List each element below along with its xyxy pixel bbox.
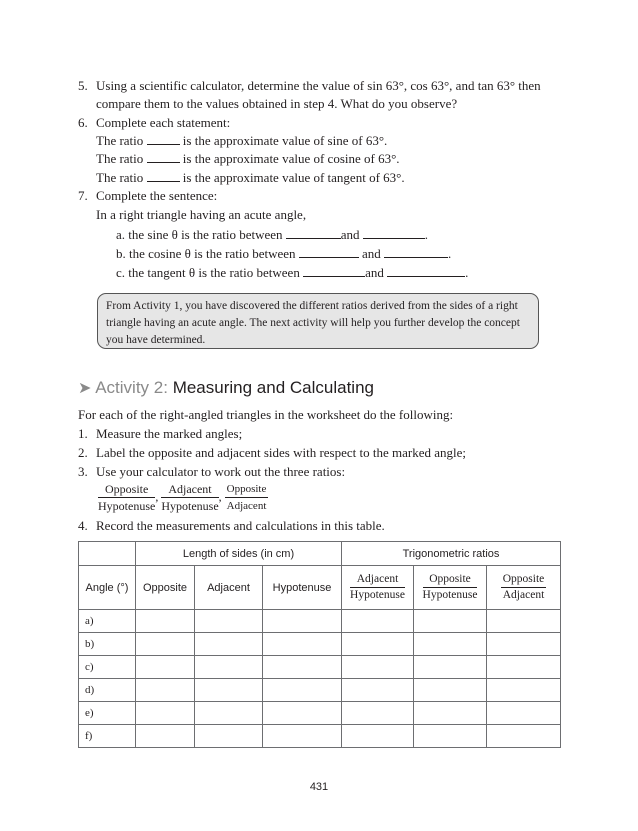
sentence-prefix: b. the cosine θ is the ratio between (116, 246, 296, 261)
note-line-2: triangle having an acute angle. The next activity will help you further develop the concept (106, 317, 520, 329)
answer-cell[interactable] (195, 656, 263, 679)
row-label: d) (79, 679, 136, 702)
sentence-cosine (116, 244, 451, 263)
answer-cell[interactable] (263, 633, 342, 656)
item-7-text: Complete the sentence: (96, 188, 218, 203)
ratio-numerator: Opposite (423, 572, 478, 588)
answer-cell[interactable] (263, 702, 342, 725)
statement-prefix: The ratio (96, 170, 144, 185)
ratio-denominator: Hypotenuse (422, 589, 478, 601)
answer-cell[interactable] (414, 679, 487, 702)
answer-cell[interactable] (342, 725, 414, 748)
statement-tangent (96, 168, 405, 187)
statement-suffix: is the approximate value of sine of 63°. (182, 133, 388, 148)
table-row (79, 679, 561, 702)
row-label: e) (79, 702, 136, 725)
ratio-list (98, 481, 268, 514)
sentence-tangent (116, 263, 468, 282)
note-line-3: you have determined. (106, 334, 206, 346)
answer-cell[interactable] (136, 702, 195, 725)
activity-heading (78, 378, 374, 398)
answer-blank[interactable] (363, 226, 425, 239)
sentence-prefix: c. the tangent θ is the ratio between (116, 265, 300, 280)
answer-cell[interactable] (487, 656, 561, 679)
ratio-opposite-adjacent (225, 481, 269, 514)
ratio-adjacent-hypotenuse (161, 481, 218, 514)
step-3 (78, 462, 345, 481)
arrow-icon: ➤ (78, 380, 92, 397)
step-text: Label the opposite and adjacent sides with respect to the marked angle; (96, 445, 467, 460)
answer-cell[interactable] (414, 633, 487, 656)
sentence-and: and (362, 246, 381, 261)
item-5-number: 5. (78, 78, 88, 93)
ratio-denominator: Adjacent (226, 500, 267, 512)
header-hypotenuse: Hypotenuse (263, 566, 342, 610)
ratio-denominator: Hypotenuse (98, 499, 156, 513)
answer-blank[interactable] (387, 264, 465, 277)
answer-cell[interactable] (136, 656, 195, 679)
answer-blank[interactable] (384, 245, 448, 258)
item-7 (78, 186, 217, 205)
ratio-separator: , (218, 489, 222, 504)
answer-cell[interactable] (195, 702, 263, 725)
answer-cell[interactable] (195, 610, 263, 633)
step-text: Measure the marked angles; (96, 426, 243, 441)
answer-blank[interactable] (147, 132, 180, 145)
ratio-denominator: Hypotenuse (350, 589, 405, 601)
statement-prefix: The ratio (96, 151, 144, 166)
note-line-1: From Activity 1, you have discovered the different ratios derived from the sides of a right (106, 300, 518, 312)
step-2 (78, 443, 466, 462)
statement-suffix: is the approximate value of cosine of 63°. (182, 151, 400, 166)
table-row (79, 656, 561, 679)
header-trigonometric-ratios: Trigonometric ratios (342, 542, 561, 566)
step-4 (78, 516, 385, 535)
activity-title: Measuring and Calculating (172, 378, 374, 397)
answer-blank[interactable] (286, 226, 341, 239)
statement-sine (96, 131, 387, 150)
answer-cell[interactable] (136, 679, 195, 702)
answer-cell[interactable] (136, 610, 195, 633)
answer-cell[interactable] (263, 656, 342, 679)
sentence-and: and (365, 265, 384, 280)
statement-prefix: The ratio (96, 133, 144, 148)
answer-blank[interactable] (147, 169, 180, 182)
header-length-of-sides: Length of sides (in cm) (136, 542, 342, 566)
answer-cell[interactable] (195, 633, 263, 656)
ratio-denominator: Adjacent (502, 589, 545, 601)
answer-cell[interactable] (487, 725, 561, 748)
answer-cell[interactable] (263, 725, 342, 748)
table-row (79, 702, 561, 725)
ratio-numerator: Adjacent (350, 572, 405, 588)
measurements-table (78, 541, 561, 748)
row-label: c) (79, 656, 136, 679)
activity-prefix: Activity 2: (95, 378, 168, 397)
table-row (79, 633, 561, 656)
answer-cell[interactable] (195, 725, 263, 748)
sentence-end: . (448, 246, 452, 261)
header-ratio-opposite-hypotenuse (414, 566, 487, 610)
table-row (79, 725, 561, 748)
answer-cell[interactable] (342, 656, 414, 679)
header-adjacent: Adjacent (195, 566, 263, 610)
header-angle: Angle (°) (79, 566, 136, 610)
step-number: 3. (78, 464, 88, 479)
step-number: 1. (78, 426, 88, 441)
ratio-denominator: Hypotenuse (161, 499, 219, 513)
answer-cell[interactable] (263, 679, 342, 702)
header-ratio-opposite-adjacent (487, 566, 561, 610)
answer-blank[interactable] (303, 264, 365, 277)
row-label: f) (79, 725, 136, 748)
instructions-intro: For each of the right-angled triangles in the worksheet do the following: (78, 407, 454, 422)
answer-cell[interactable] (414, 702, 487, 725)
row-label: b) (79, 633, 136, 656)
answer-cell[interactable] (263, 610, 342, 633)
header-empty-cell (79, 542, 136, 566)
answer-cell[interactable] (414, 725, 487, 748)
answer-cell[interactable] (342, 633, 414, 656)
step-1 (78, 424, 242, 443)
row-label: a) (79, 610, 136, 633)
statement-suffix: is the approximate value of tangent of 63°. (182, 170, 405, 185)
answer-cell[interactable] (487, 610, 561, 633)
page-number: 431 (309, 781, 329, 793)
answer-cell[interactable] (342, 679, 414, 702)
answer-cell[interactable] (487, 679, 561, 702)
step-number: 4. (78, 518, 88, 533)
sentence-end: . (424, 227, 429, 242)
ratio-separator: , (155, 489, 159, 504)
answer-cell[interactable] (414, 610, 487, 633)
item-6-text: Complete each statement: (96, 115, 231, 130)
answer-cell[interactable] (487, 702, 561, 725)
answer-cell[interactable] (136, 633, 195, 656)
answer-blank[interactable] (147, 150, 180, 163)
note-box (97, 293, 539, 349)
header-opposite: Opposite (136, 566, 195, 610)
statement-cosine (96, 149, 400, 168)
answer-cell[interactable] (195, 679, 263, 702)
item-7-intro: In a right triangle having an acute angle, (96, 207, 307, 222)
ratio-numerator: Adjacent (161, 481, 218, 498)
sentence-end: . (465, 265, 469, 280)
sentence-prefix: a. the sine θ is the ratio between (116, 227, 283, 242)
answer-cell[interactable] (342, 702, 414, 725)
ratio-numerator: Opposite (98, 481, 155, 498)
header-ratio-adjacent-hypotenuse (342, 566, 414, 610)
item-5 (78, 76, 541, 95)
step-text: Use your calculator to work out the three ratios: (96, 464, 346, 479)
item-6-number: 6. (78, 115, 88, 130)
sentence-sine (116, 225, 428, 244)
item-7-number: 7. (78, 188, 88, 203)
answer-blank[interactable] (299, 245, 359, 258)
item-5-line-1: Using a scientific calculator, determine the value of sin 63°, cos 63°, and tan 63° then (96, 78, 541, 93)
ratio-numerator: Opposite (501, 572, 547, 588)
answer-cell[interactable] (136, 725, 195, 748)
answer-cell[interactable] (487, 633, 561, 656)
sentence-and: and (340, 227, 360, 242)
table-row (79, 610, 561, 633)
step-number: 2. (78, 445, 88, 460)
answer-cell[interactable] (342, 610, 414, 633)
answer-cell[interactable] (414, 656, 487, 679)
ratio-opposite-hypotenuse (98, 481, 155, 514)
ratio-numerator: Opposite (225, 481, 269, 498)
item-6 (78, 113, 230, 132)
item-5-line-2: compare them to the values obtained in step 4. What do you observe? (96, 96, 458, 111)
step-text: Record the measurements and calculations in this table. (96, 518, 385, 533)
